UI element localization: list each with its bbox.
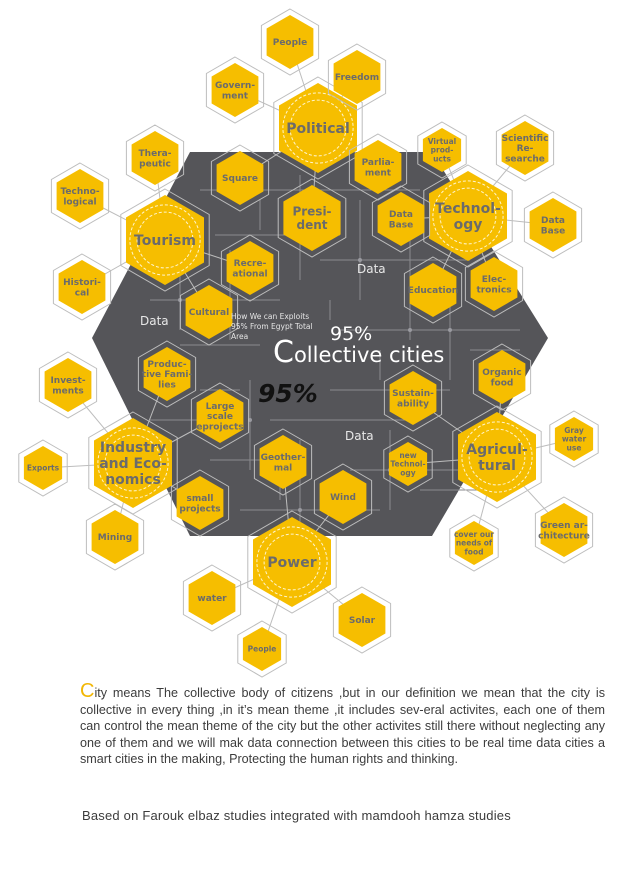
node-label: and Eco-: [99, 455, 167, 472]
node-label: Solar: [348, 616, 376, 627]
node-label: logical: [63, 197, 97, 208]
node-label: Power: [267, 554, 317, 571]
node-label: food: [490, 378, 514, 389]
node-label: needs of: [455, 538, 493, 548]
node-label: Thera-: [138, 149, 172, 159]
node-scientific-research: [496, 115, 553, 181]
node-label: Elec-: [481, 275, 507, 285]
node-label: mal: [273, 463, 293, 474]
node-label: Political: [286, 120, 350, 137]
node-label: Agricul-: [466, 441, 528, 458]
node-label: scale: [207, 412, 233, 423]
node-label: small: [186, 494, 214, 504]
node-label: Scientific: [501, 133, 549, 144]
node-label: Education: [407, 286, 459, 297]
node-label: Presi-: [292, 204, 332, 219]
description-first-letter: C: [80, 680, 95, 702]
center-percent-large: 95%: [258, 379, 318, 408]
node-cover-needs-food: [450, 515, 498, 571]
node-people-top: [261, 9, 318, 75]
node-label: Large: [205, 401, 235, 412]
node-historical: [53, 254, 110, 320]
node-label: cal: [74, 288, 90, 299]
node-label: Cultural: [188, 308, 230, 319]
node-label: peutic: [139, 159, 171, 170]
node-label: ational: [232, 269, 268, 280]
node-label: nomics: [105, 472, 161, 488]
node-label: tural: [478, 457, 516, 474]
node-solar: [333, 587, 390, 653]
node-label: tronics: [476, 285, 512, 296]
description-text: ity means The collective body of citizens ,but in our definition we mean that the city is collective in every thing ,in it’s mean theme ,it includes sev-eral activites, each one of them can control the mean theme of the city but the other activites still there without neglecting any one of them and we will mak data connection between this cities to be real time data cities a smart cities in the making, Protecting the human rights and thinking.: [80, 686, 605, 767]
node-label: use: [566, 443, 582, 453]
node-investments: [39, 352, 96, 418]
node-label: Produc-: [147, 359, 187, 370]
node-people-bottom: [238, 621, 286, 677]
node-label: ment: [221, 91, 249, 102]
node-water: [183, 565, 240, 631]
node-label: Re-: [516, 144, 534, 155]
node-label: People: [247, 644, 277, 654]
node-label: ment: [364, 168, 392, 179]
center-percent-small: 95%: [330, 323, 373, 345]
node-label: Wind: [330, 493, 356, 504]
node-label: Base: [388, 220, 414, 231]
node-label: Square: [222, 174, 258, 185]
data-label: Data: [140, 314, 169, 328]
node-label: Histori-: [63, 278, 101, 288]
node-label: new: [399, 451, 417, 460]
center-subtitle-line: Area: [231, 332, 249, 341]
node-label: Govern-: [214, 81, 256, 91]
node-label: Freedom: [334, 73, 380, 84]
circuit-node: [408, 328, 412, 332]
node-label: lies: [158, 380, 176, 391]
node-label: Green ar-: [540, 521, 588, 531]
node-label: Gray: [564, 426, 584, 435]
node-label: searche: [505, 154, 545, 165]
center-subtitle-line: How We can Exploits: [231, 312, 310, 321]
node-government: [206, 57, 263, 123]
node-exports: [19, 440, 67, 496]
data-label: Data: [345, 429, 374, 443]
node-label: cover our: [453, 530, 495, 539]
node-label: Base: [540, 226, 566, 237]
node-label: chitecture: [538, 531, 590, 542]
node-label: Recre-: [233, 259, 267, 269]
node-label: Data: [541, 216, 565, 226]
node-label: Exports: [26, 463, 60, 473]
node-label: tive Fami-: [141, 370, 193, 381]
node-label: water: [561, 434, 587, 444]
node-label: Parlia-: [361, 158, 395, 168]
node-label: dent: [296, 218, 328, 233]
node-label: Techno-: [60, 187, 100, 197]
node-label: Mining: [97, 533, 133, 544]
credit-line: Based on Farouk elbaz studies integrated with mamdooh hamza studies: [82, 808, 511, 823]
node-label: projects: [179, 504, 221, 515]
center-subtitle-line: 95% From Egypt Total: [231, 322, 313, 331]
node-label: Invest-: [50, 376, 86, 386]
node-technological: [51, 163, 108, 229]
node-label: ments: [52, 386, 84, 397]
node-label: ogy: [453, 216, 483, 233]
node-gray-water-use: [550, 411, 598, 467]
node-data-base-right: [524, 192, 581, 258]
node-label: Industry: [99, 439, 167, 456]
node-label: prod-: [430, 145, 454, 155]
node-label: Organic: [482, 368, 522, 378]
node-label: ucts: [433, 154, 451, 164]
node-label: ogy: [400, 468, 416, 478]
node-label: Sustain-: [392, 389, 434, 399]
node-label: People: [272, 38, 308, 49]
circuit-node: [298, 508, 302, 512]
node-label: Data: [389, 210, 413, 220]
description-paragraph: [80, 680, 605, 768]
node-label: Virtual: [427, 137, 457, 146]
data-label: Data: [357, 262, 386, 276]
node-label: food: [464, 547, 484, 557]
node-label: water: [197, 594, 227, 605]
node-green-architecture: [535, 497, 592, 563]
node-mining: [86, 504, 143, 570]
node-label: Tourism: [134, 232, 196, 249]
center-title: Collective cities: [273, 335, 445, 370]
circuit-node: [448, 328, 452, 332]
node-label: Geother-: [260, 453, 306, 463]
node-label: Technol-: [390, 459, 426, 469]
node-label: eprojects: [196, 422, 244, 433]
node-label: Technol-: [435, 200, 501, 217]
node-label: ability: [397, 399, 429, 410]
